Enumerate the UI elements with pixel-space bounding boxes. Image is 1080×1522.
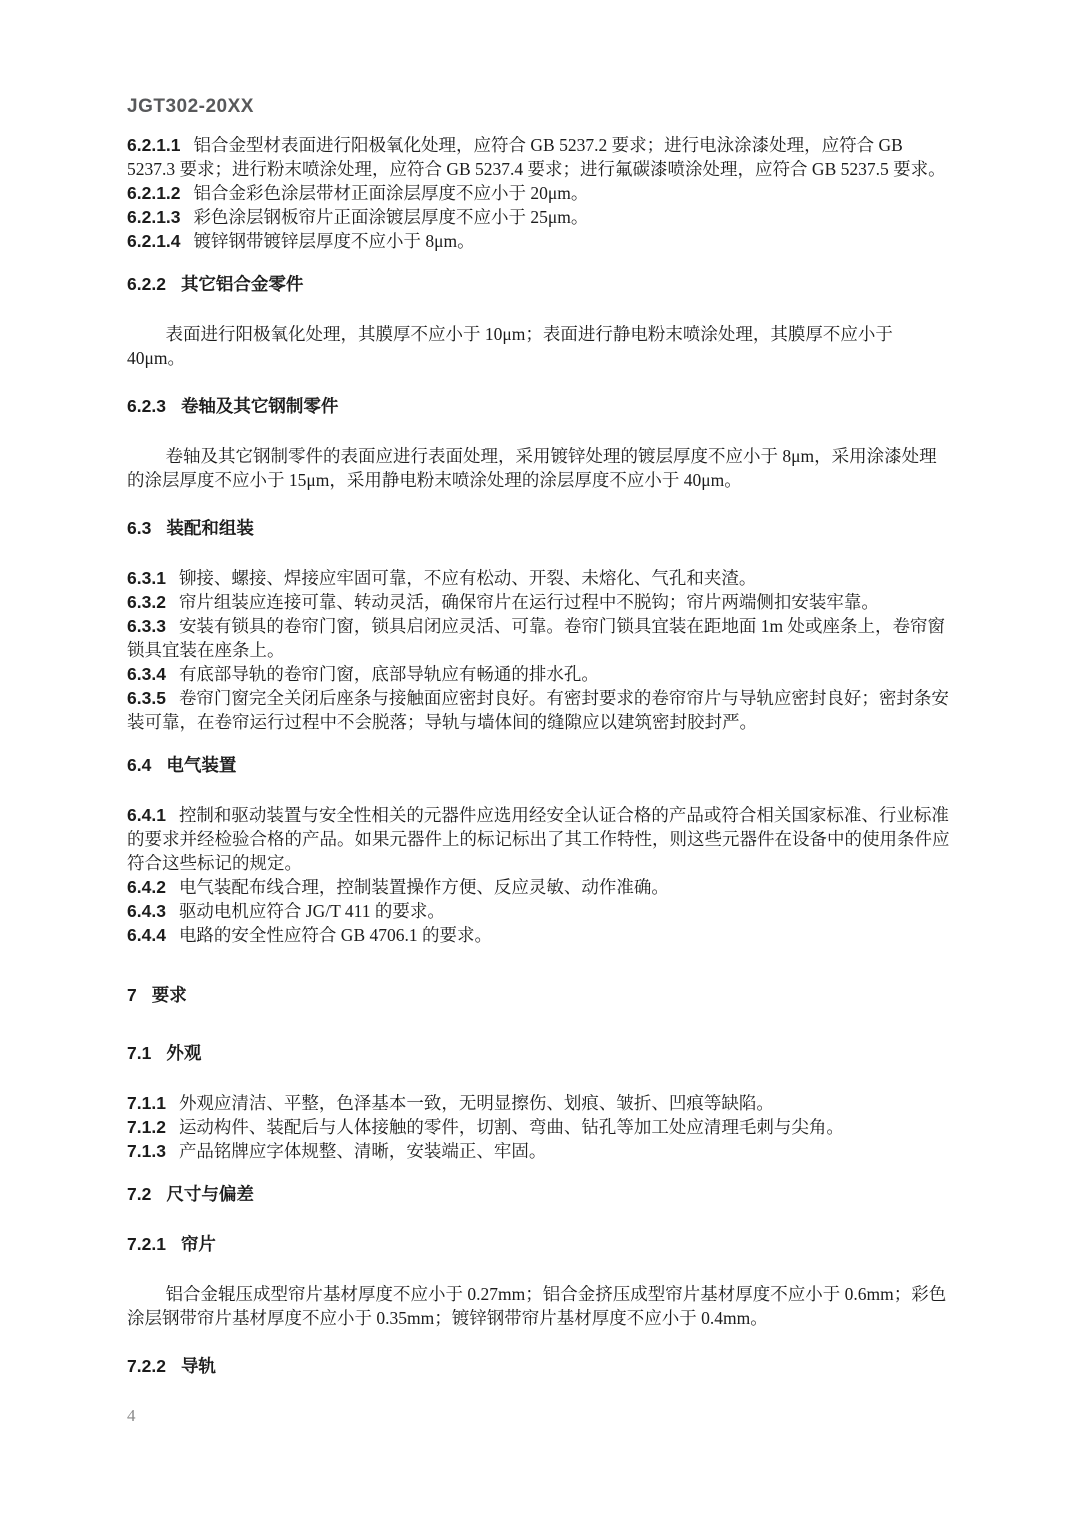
clause-number: 6.3: [127, 518, 152, 538]
section-heading-7.2: [127, 1182, 950, 1206]
clause-number: 6.2.3: [127, 396, 166, 416]
clause-number: 7.2.2: [127, 1356, 166, 1376]
clause-number: 6.3.3: [127, 616, 166, 636]
body-text: 铝合金型材表面进行阳极氧化处理，应符合 GB 5237.2 要求；进行电泳涂漆处理，应符合 GB 5237.3 要求；进行粉末喷涂处理，应符合 GB 5237.4 要求；进行氟碳漆喷涂处理，应符合 GB 5237.5 要求。: [127, 135, 946, 179]
section-heading-6.2.3: [127, 394, 950, 418]
heading-text: 要求: [151, 985, 187, 1005]
clause-number: 6.2.1.3: [127, 207, 181, 227]
body-text: 安装有锁具的卷帘门窗，锁具启闭应灵活、可靠。卷帘门锁具宜装在距地面 1m 处或座条上，卷帘窗锁具宜装在座条上。: [127, 616, 946, 660]
body-text: 卷帘门窗完全关闭后座条与接触面应密封良好。有密封要求的卷帘帘片与导轨应密封良好；密封条安装可靠，在卷帘运行过程中不会脱落；导轨与墙体间的缝隙应以建筑密封胶封严。: [127, 688, 949, 732]
body-text: 产品铭牌应字体规整、清晰，安装端正、牢固。: [178, 1141, 547, 1161]
clause-number: 7: [127, 985, 137, 1005]
clause-number: 6.3.2: [127, 592, 166, 612]
body-text: 电路的安全性应符合 GB 4706.1 的要求。: [178, 925, 492, 945]
clause-number: 6.4: [127, 755, 152, 775]
clause-6.4.3: [127, 899, 950, 923]
clause-6.3.3: [127, 614, 950, 662]
body-text: 铝合金彩色涂层带材正面涂层厚度不应小于 20μm。: [193, 183, 589, 203]
clause-number: 6.2.1.4: [127, 231, 181, 251]
body-text: 彩色涂层钢板帘片正面涂镀层厚度不应小于 25μm。: [193, 207, 589, 227]
body-text: 帘片组装应连接可靠、转动灵活，确保帘片在运行过程中不脱钩；帘片两端侧扣安装牢靠。: [178, 592, 879, 612]
section-heading-6.2.2: [127, 272, 950, 296]
body-text: 运动构件、装配后与人体接触的零件，切割、弯曲、钻孔等加工处应清理毛刺与尖角。: [178, 1117, 844, 1137]
page-number: 4: [127, 1406, 136, 1425]
clause-6.2.1.1: [127, 133, 950, 181]
clause-number: 6.2.2: [127, 274, 166, 294]
document-header: JGT302-20XX: [127, 96, 254, 117]
clause-number: 6.4.4: [127, 925, 166, 945]
paragraph: [127, 322, 950, 370]
heading-text: 尺寸与偏差: [166, 1184, 254, 1204]
body-text: 电气装配布线合理，控制装置操作方便、反应灵敏、动作准确。: [178, 877, 669, 897]
clause-7.1.2: [127, 1115, 950, 1139]
clause-number: 7.1: [127, 1043, 152, 1063]
body-text: 表面进行阳极氧化处理，其膜厚不应小于 10μm；表面进行静电粉末喷涂处理，其膜厚不应小于 40μm。: [127, 324, 893, 368]
clause-number: 6.3.5: [127, 688, 166, 708]
clause-number: 6.3.1: [127, 568, 166, 588]
body-text: 镀锌钢带镀锌层厚度不应小于 8μm。: [193, 231, 475, 251]
chapter-heading-7: [127, 983, 950, 1007]
clause-number: 6.2.1.1: [127, 135, 181, 155]
clause-number: 6.4.1: [127, 805, 166, 825]
clause-6.4.4: [127, 923, 950, 947]
clause-6.2.1.4: [127, 229, 950, 253]
clause-6.3.1: [127, 566, 950, 590]
section-heading-7.2.1: [127, 1232, 950, 1256]
clause-6.4.1: [127, 803, 950, 875]
heading-text: 电气装置: [166, 755, 237, 775]
body-text: 铆接、螺接、焊接应牢固可靠，不应有松动、开裂、未熔化、气孔和夹渣。: [178, 568, 757, 588]
heading-text: 外观: [166, 1043, 202, 1063]
body-text: 铝合金辊压成型帘片基材厚度不应小于 0.27mm；铝合金挤压成型帘片基材厚度不应小于 0.6mm；彩色涂层钢带帘片基材厚度不应小于 0.35mm；镀锌钢带帘片基材厚度不应小于 0.4mm。: [127, 1284, 947, 1328]
section-heading-6.4: [127, 753, 950, 777]
heading-text: 卷轴及其它钢制零件: [180, 396, 339, 416]
clause-number: 6.4.3: [127, 901, 166, 921]
heading-text: 帘片: [180, 1234, 216, 1254]
clause-6.2.1.3: [127, 205, 950, 229]
clause-6.3.4: [127, 662, 950, 686]
heading-text: 其它铝合金零件: [180, 274, 304, 294]
paragraph: [127, 1282, 950, 1330]
body-text: 卷轴及其它钢制零件的表面应进行表面处理，采用镀锌处理的镀层厚度不应小于 8μm，采用涂漆处理的涂层厚度不应小于 15μm，采用静电粉末喷涂处理的涂层厚度不应小于 40μm。: [127, 446, 937, 490]
paragraph: [127, 444, 950, 492]
clause-6.4.2: [127, 875, 950, 899]
section-heading-6.3: [127, 516, 950, 540]
clause-7.1.1: [127, 1091, 950, 1115]
heading-text: 导轨: [180, 1356, 216, 1376]
clause-7.1.3: [127, 1139, 950, 1163]
body-text: 驱动电机应符合 JG/T 411 的要求。: [178, 901, 445, 921]
heading-text: 装配和组装: [166, 518, 254, 538]
clause-number: 6.4.2: [127, 877, 166, 897]
section-heading-7.2.2: [127, 1354, 950, 1378]
clause-number: 7.2.1: [127, 1234, 166, 1254]
clause-number: 7.1.2: [127, 1117, 166, 1137]
document-body: [127, 133, 950, 1378]
clause-number: 6.3.4: [127, 664, 166, 684]
body-text: 外观应清洁、平整，色泽基本一致，无明显擦伤、划痕、皱折、凹痕等缺陷。: [178, 1093, 774, 1113]
clause-number: 6.2.1.2: [127, 183, 181, 203]
clause-number: 7.1.1: [127, 1093, 166, 1113]
clause-6.3.2: [127, 590, 950, 614]
clause-number: 7.1.3: [127, 1141, 166, 1161]
body-text: 控制和驱动装置与安全性相关的元器件应选用经安全认证合格的产品或符合相关国家标准、行业标准的要求并经检验合格的产品。如果元器件上的标记标出了其工作特性，则这些元器件在设备中的使用条件应符合这些标记的规定。: [127, 805, 950, 873]
body-text: 有底部导轨的卷帘门窗，底部导轨应有畅通的排水孔。: [178, 664, 599, 684]
clause-number: 7.2: [127, 1184, 152, 1204]
section-heading-7.1: [127, 1041, 950, 1065]
clause-6.2.1.2: [127, 181, 950, 205]
clause-6.3.5: [127, 686, 950, 734]
